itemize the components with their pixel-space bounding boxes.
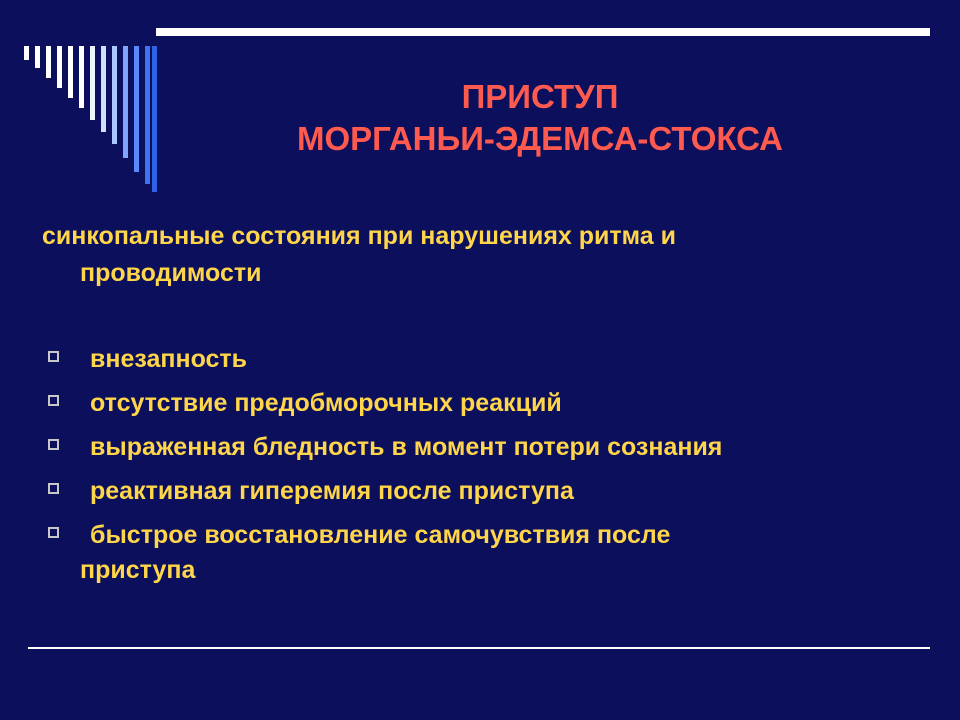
title-line-1: ПРИСТУП <box>461 78 619 115</box>
list-item <box>44 474 934 509</box>
hollow-square-bullet-icon <box>48 483 59 494</box>
bullet-list <box>44 342 934 597</box>
slide-subtitle <box>42 218 922 292</box>
slide-title <box>230 76 850 160</box>
list-item <box>44 342 934 377</box>
hollow-square-bullet-icon <box>48 395 59 406</box>
bullet-text: отсутствие предобморочных реакций <box>90 389 562 417</box>
title-line-2: МОРГАНЬИ-ЭДЕМСА-СТОКСА <box>297 120 783 157</box>
subtitle-line-2: проводимости <box>80 259 262 287</box>
subtitle-line-1: синкопальные состояния при нарушениях ритма и <box>42 222 677 250</box>
list-item <box>44 430 934 465</box>
bullet-text: реактивная гиперемия после приступа <box>90 477 574 505</box>
top-divider-rule <box>156 28 930 36</box>
hollow-square-bullet-icon <box>48 351 59 362</box>
bottom-divider-rule <box>28 647 930 649</box>
hollow-square-bullet-icon <box>48 527 59 538</box>
striped-bars-decoration <box>24 46 160 196</box>
list-item <box>44 386 934 421</box>
bullet-text: внезапность <box>90 345 248 373</box>
bullet-text: выраженная бледность в момент потери сознания <box>90 433 723 461</box>
bullet-text-continuation: приступа <box>80 556 196 584</box>
hollow-square-bullet-icon <box>48 439 59 450</box>
list-item <box>44 518 934 588</box>
bullet-text: быстрое восстановление самочувствия после <box>90 521 671 549</box>
